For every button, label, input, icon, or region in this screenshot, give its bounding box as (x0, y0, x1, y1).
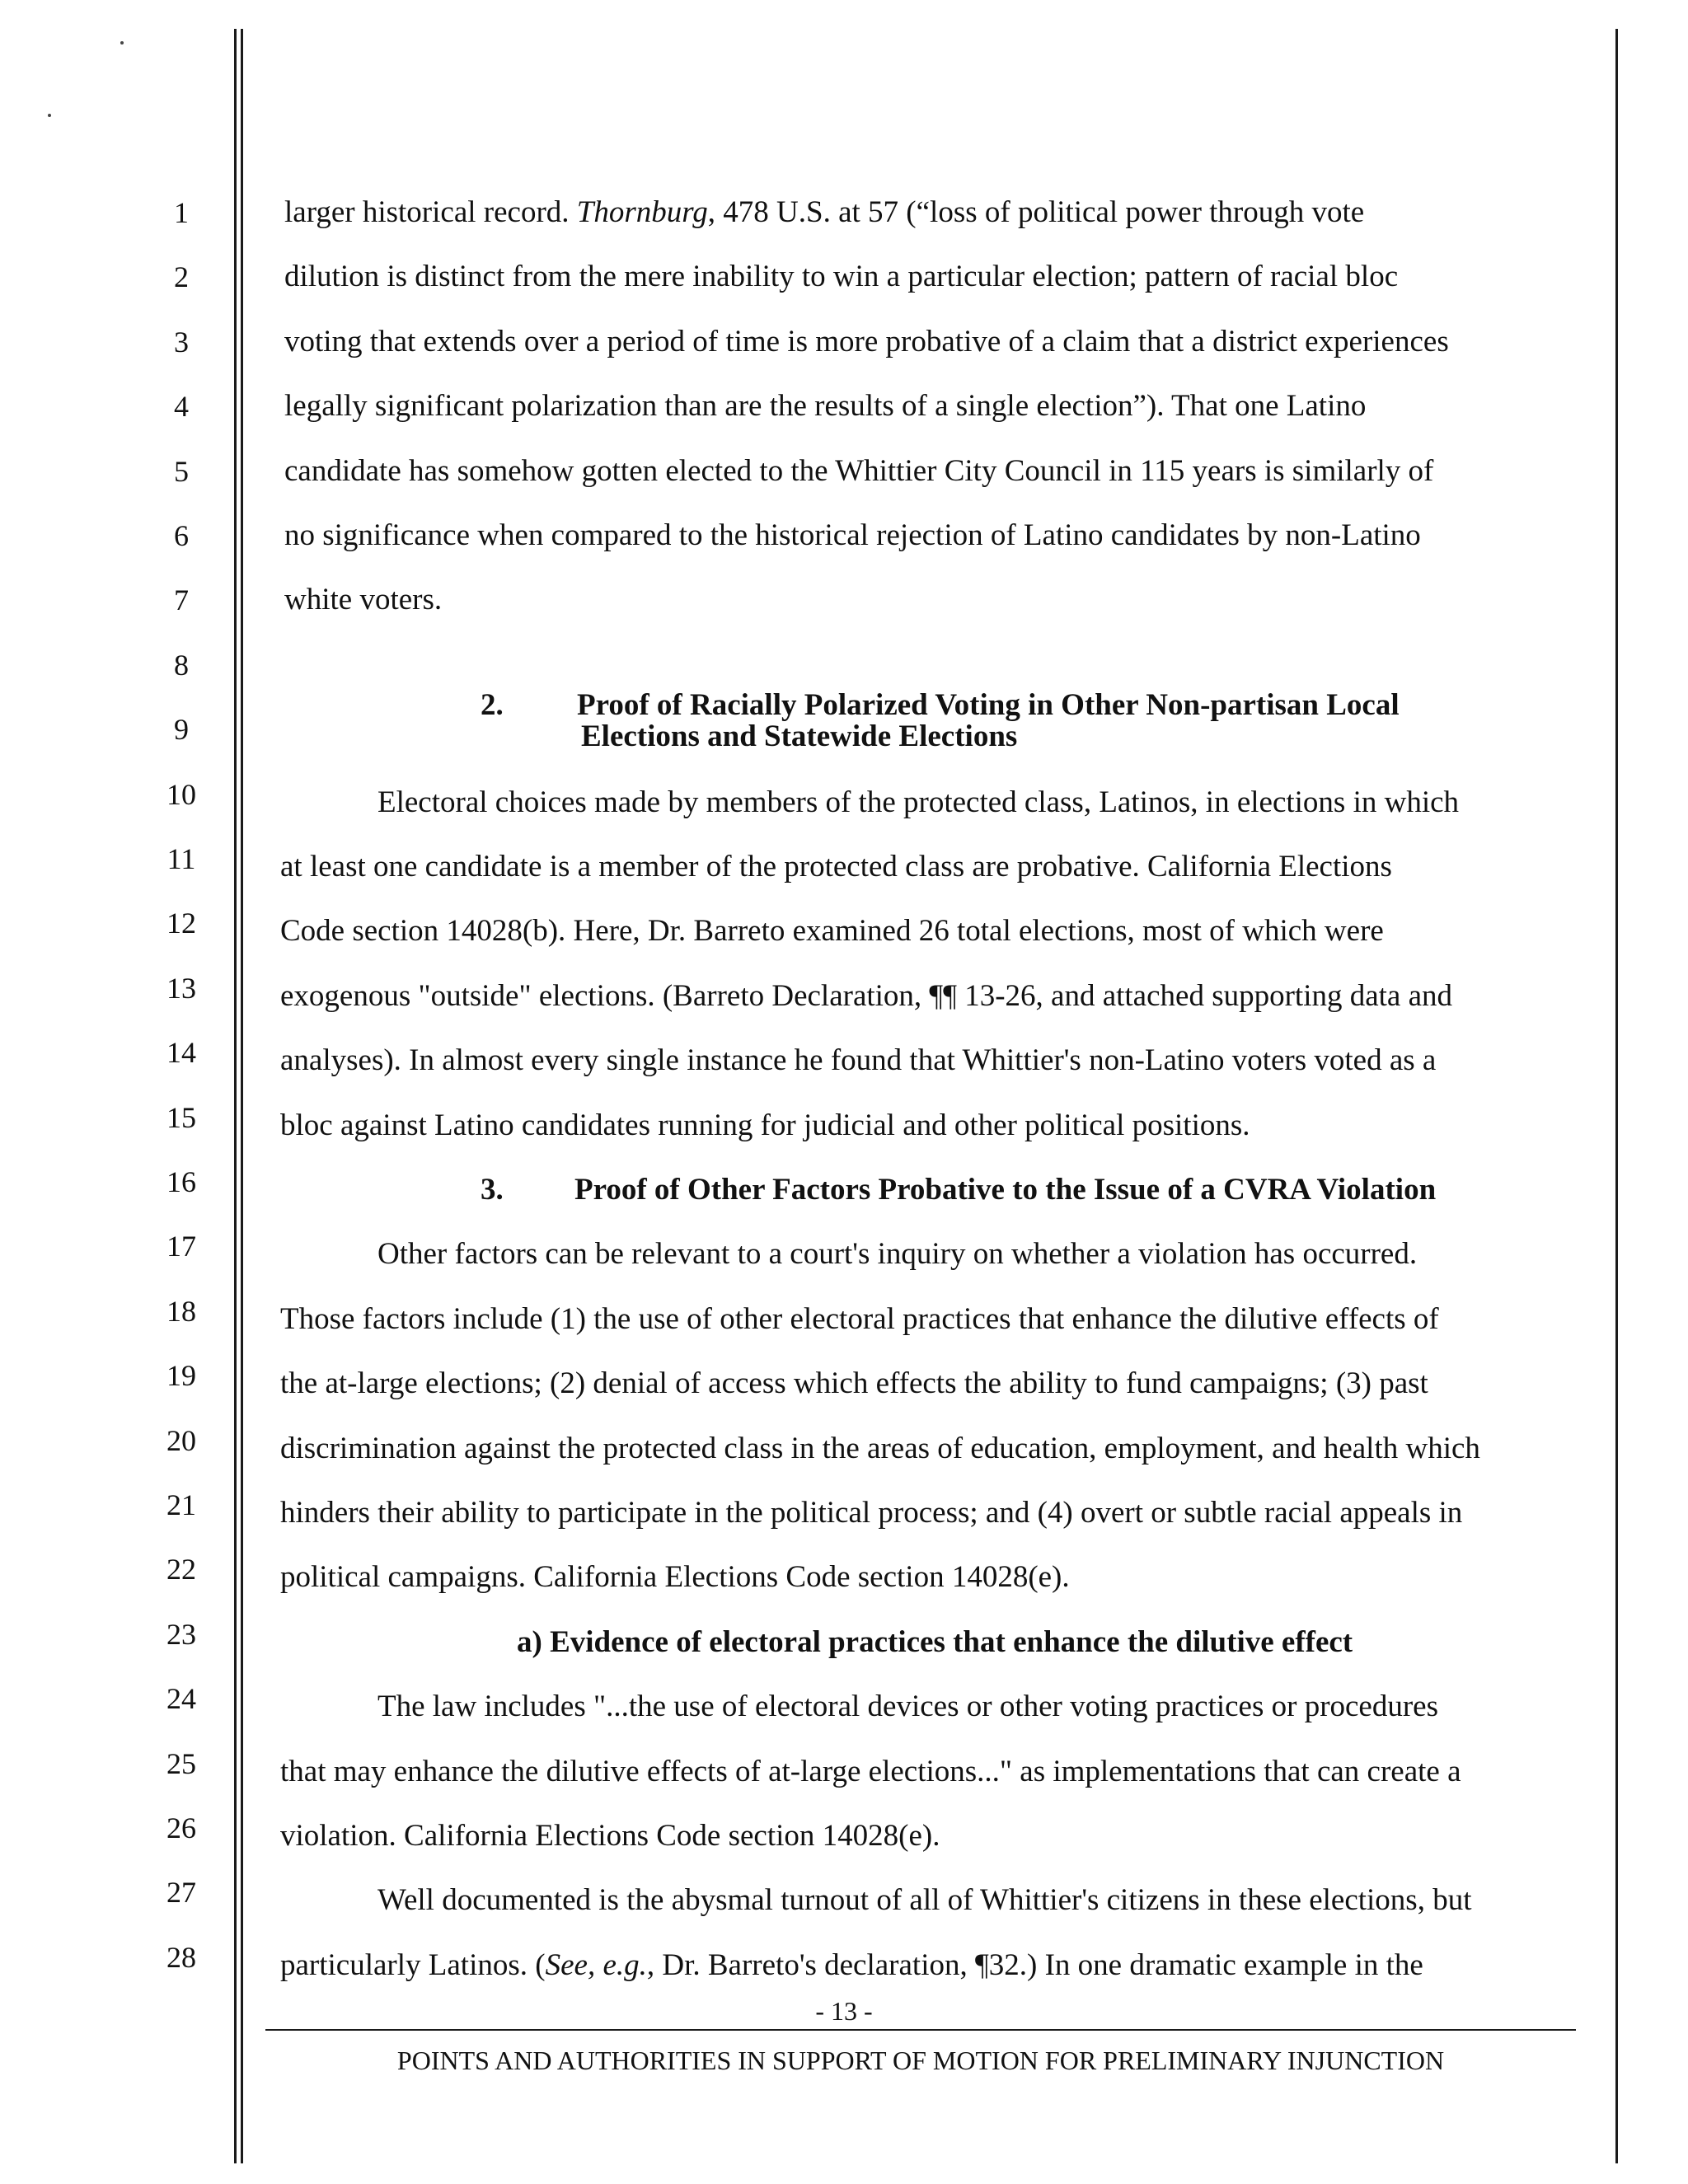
right-margin-rule (1615, 29, 1618, 2163)
line-number: 11 (166, 842, 196, 875)
line-number: 20 (166, 1424, 196, 1457)
line-number: 17 (166, 1230, 196, 1263)
line-number: 9 (174, 713, 189, 746)
heading-line: Elections and Statewide Elections (581, 719, 1018, 753)
text-run: , Dr. Barreto's declaration, ¶32.) In one dramatic example in the (646, 1948, 1423, 1982)
left-margin-rule-inner (241, 29, 243, 2163)
text-line: that may enhance the dilutive effects of at-large elections..." as implementations that can create a (280, 1755, 1461, 1788)
text-line: legally significant polarization than are the results of a single election”). That one Latino (284, 389, 1367, 423)
text-line: discrimination against the protected class in the areas of education, employment, and health which (280, 1432, 1480, 1465)
text-line: Well documented is the abysmal turnout of all of Whittier's citizens in these elections, but (377, 1883, 1472, 1917)
text-line: bloc against Latino candidates running for judicial and other political positions. (280, 1108, 1250, 1142)
case-citation: Thornburg (576, 195, 708, 229)
heading-number: 2. (481, 688, 504, 722)
text-line: Code section 14028(b). Here, Dr. Barreto examined 26 total elections, most of which were (280, 914, 1384, 948)
text-line: analyses). In almost every single instance he found that Whittier's non-Latino voters voted as a (280, 1043, 1437, 1077)
line-number: 24 (166, 1682, 196, 1715)
text-line: no significance when compared to the historical rejection of Latino candidates by non-Latino (284, 518, 1421, 552)
line-number: 5 (174, 455, 189, 488)
text-line: dilution is distinct from the mere inability to win a particular election; pattern of racial bloc (284, 260, 1399, 293)
line-number: 26 (166, 1811, 196, 1844)
scan-speck (120, 41, 124, 45)
text-line: The law includes "...the use of electoral devices or other voting practices or procedures (377, 1690, 1438, 1723)
line-number: 21 (166, 1488, 196, 1521)
subsection-heading-a: a) Evidence of electoral practices that enhance the dilutive effect (517, 1625, 1353, 1659)
text-run: particularly Latinos. ( (280, 1948, 546, 1982)
heading-line: Proof of Racially Polarized Voting in Other Non-partisan Local (577, 688, 1400, 722)
line-number: 4 (174, 390, 189, 423)
text-line: political campaigns. California Elections Code section 14028(e). (280, 1560, 1070, 1594)
text-line: hinders their ability to participate in the political process; and (4) overt or subtle racial appeals in (280, 1496, 1463, 1530)
line-number: 15 (166, 1101, 196, 1134)
line-number: 14 (166, 1036, 196, 1069)
line-number: 28 (166, 1941, 196, 1974)
text-line: voting that extends over a period of time is more probative of a claim that a district experiences (284, 325, 1449, 359)
text-line: at least one candidate is a member of the protected class are probative. California Elections (280, 850, 1392, 883)
line-number: 25 (166, 1747, 196, 1780)
text-line: Those factors include (1) the use of other electoral practices that enhance the dilutive effects of (280, 1302, 1439, 1336)
heading-line: Proof of Other Factors Probative to the Issue of a CVRA Violation (574, 1173, 1437, 1207)
footer-divider (265, 2029, 1576, 2031)
line-number: 19 (166, 1359, 196, 1392)
text-line: Electoral choices made by members of the protected class, Latinos, in elections in which (377, 785, 1460, 819)
line-number: 7 (174, 583, 189, 616)
text-line (284, 194, 1364, 231)
line-number: 2 (174, 260, 189, 293)
line-number: 3 (174, 326, 189, 359)
line-number: 1 (174, 196, 189, 229)
line-number: 23 (166, 1618, 196, 1651)
line-number: 16 (166, 1165, 196, 1198)
text-line: exogenous "outside" elections. (Barreto Declaration, ¶¶ 13-26, and attached supporting data and (280, 979, 1453, 1013)
text-line: Other factors can be relevant to a court's inquiry on whether a violation has occurred. (377, 1237, 1418, 1271)
line-number: 22 (166, 1553, 196, 1586)
left-margin-rule-outer (234, 29, 237, 2163)
scan-speck (48, 114, 51, 117)
line-number: 12 (166, 907, 196, 940)
text-line: white voters. (284, 583, 443, 616)
text-line: the at-large elections; (2) denial of access which effects the ability to fund campaigns; (3) past (280, 1366, 1428, 1400)
text-run: , 478 U.S. at 57 (“loss of political power through vote (707, 195, 1365, 229)
text-run: larger historical record. (284, 195, 577, 229)
line-number: 10 (166, 778, 196, 811)
line-number: 8 (174, 649, 189, 682)
signal-citation: See, e.g. (545, 1948, 647, 1982)
text-line: violation. California Elections Code section 14028(e). (280, 1819, 940, 1853)
footer-title: POINTS AND AUTHORITIES IN SUPPORT OF MOTION FOR PRELIMINARY INJUNCTION (396, 2046, 1445, 2075)
heading-number: 3. (481, 1173, 504, 1207)
page-number: - 13 - (815, 1996, 873, 2026)
line-number: 6 (174, 519, 189, 552)
line-number: 27 (166, 1876, 196, 1909)
text-line (280, 1947, 1423, 1984)
line-number: 18 (166, 1295, 196, 1328)
text-line: candidate has somehow gotten elected to the Whittier City Council in 115 years is similarly of (284, 454, 1434, 488)
line-number: 13 (166, 972, 196, 1005)
